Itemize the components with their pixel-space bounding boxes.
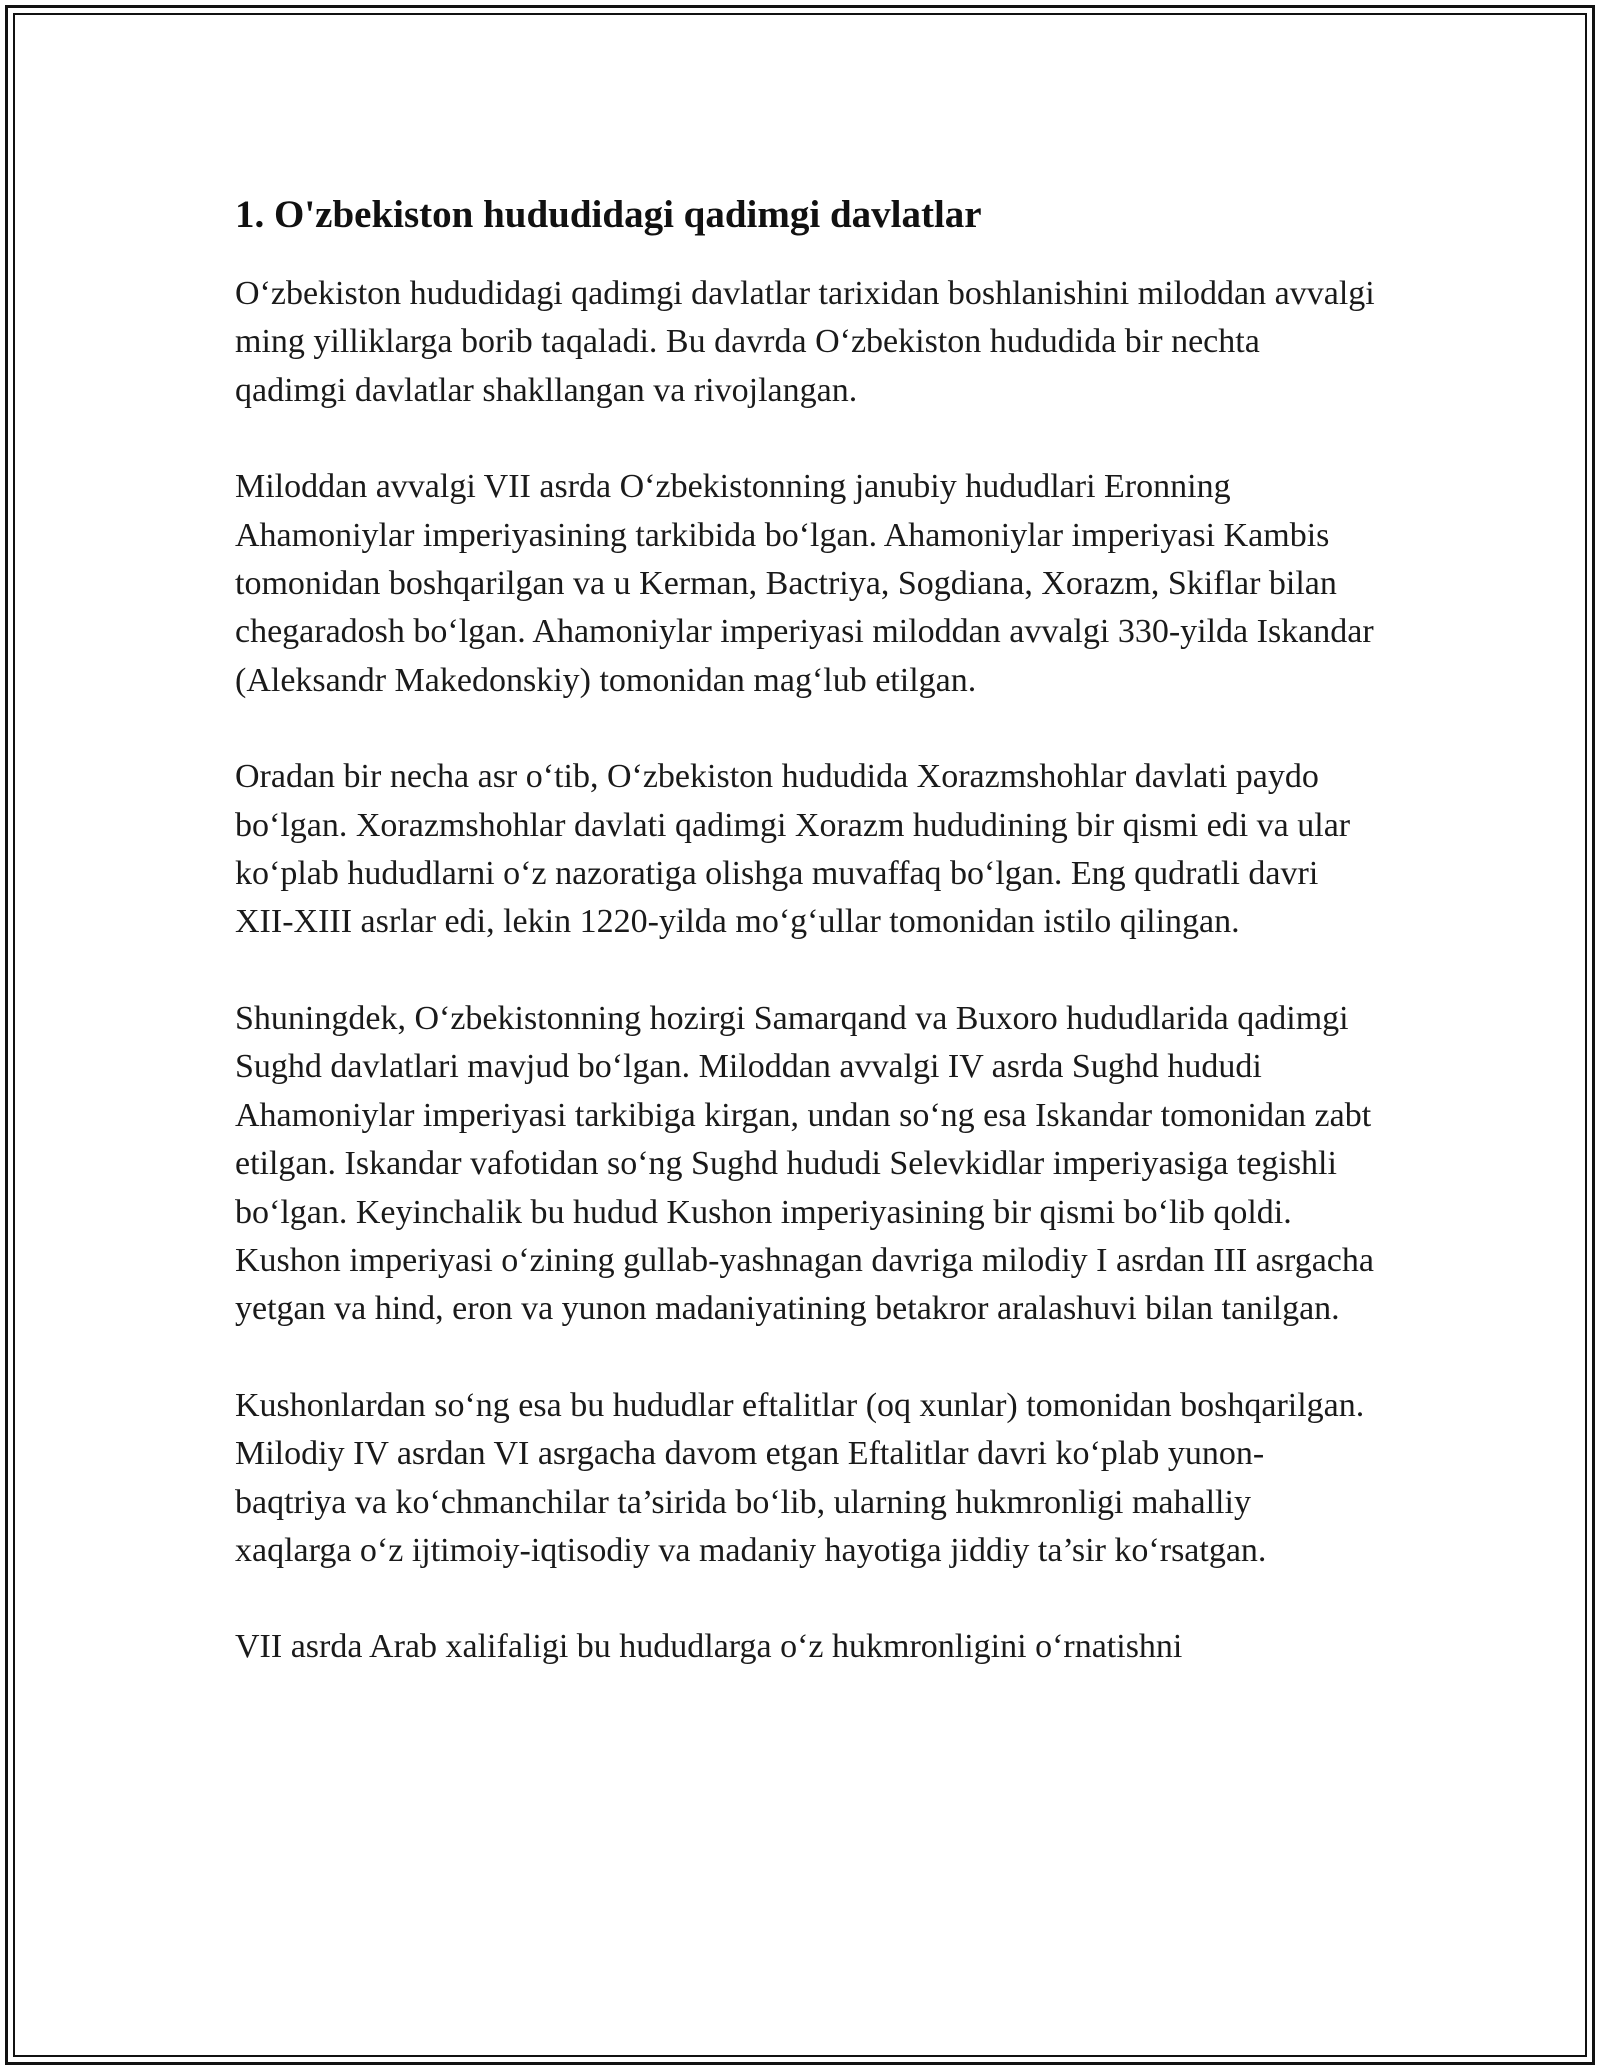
paragraph-arab-caliphate: VII asrda Arab xalifaligi bu hududlarga o‘z hukmronligini o‘rnatishni xyxy=(235,1628,1183,1666)
paragraph-sogdiana: Shuningdek, O‘zbekistonning hozirgi Samarqand va Buxoro hududlarida qadimgi Sughd davlatlari mavjud bo‘lgan. Miloddan avvalgi IV asrda Sughd hududi Ahamoniylar imperiyasi tarkibiga kirgan, undan so‘ng esa Iskandar tomonidan zabt etilgan. Iskandar vafotidan so‘ng Sughd hududi Selevkidlar imperiyasiga tegishli bo‘lgan. Keyinchalik bu hudud Kushon imperiyasining bir qismi bo‘lib qoldi. Kushon imperiyasi o‘zining gullab-yashnagan davriga milodiy I asrdan III asrgacha yetgan va hind, eron va yunon madaniyatining betakror aralashuvi bilan tanilgan. xyxy=(235,999,1374,1328)
paragraph-achaemenid: Miloddan avvalgi VII asrda O‘zbekistonning janubiy hududlari Eronning Ahamoniylar imperiyasining tarkibida bo‘lgan. Ahamoniylar imperiyasi Kambis tomonidan boshqarilgan va u Kerman, Bactriya, Sogdiana, Xorazm, Skiflar bilan chegaradosh bo‘lgan. Ahamoniylar imperiyasi miloddan avvalgi 330-yilda Iskandar (Aleksandr Makedonskiy) tomonidan mag‘lub etilgan. xyxy=(235,468,1374,699)
paragraph-intro: O‘zbekiston hududidagi qadimgi davlatlar tarixidan boshlanishini miloddan avvalgi ming yilliklarga borib taqaladi. Bu davrda O‘zbekiston hududida bir nechta qadimgi davlatlar shakllangan va rivojlangan. xyxy=(235,275,1375,409)
paragraph-hephthalites: Kushonlardan so‘ng esa bu hududlar eftalitlar (oq xunlar) tomonidan boshqarilgan. Milodiy IV asrdan VI asrgacha davom etgan Eftalitlar davri ko‘plab yunon-baqtriya va ko‘chmanchilar ta’sirida bo‘lib, ularning hukmronligi mahalliy xaqlarga o‘z ijtimoiy-iqtisodiy va madaniy hayotiga jiddiy ta’sir ko‘rsatgan. xyxy=(235,1386,1365,1569)
document-body xyxy=(235,188,1375,1720)
section-heading: 1. O'zbekiston hududidagi qadimgi davlatlar xyxy=(235,193,982,236)
paragraph-khwarazmshah: Oradan bir necha asr o‘tib, O‘zbekiston hududida Xorazmshohlar davlati paydo bo‘lgan. Xorazmshohlar davlati qadimgi Xorazm hududining bir qismi edi va ular ko‘plab hududlarni o‘z nazoratiga olishga muvaffaq bo‘lgan. Eng qudratli davri XII-XIII asrlar edi, lekin 1220-yilda mo‘g‘ullar tomonidan istilo qilingan. xyxy=(235,758,1351,941)
